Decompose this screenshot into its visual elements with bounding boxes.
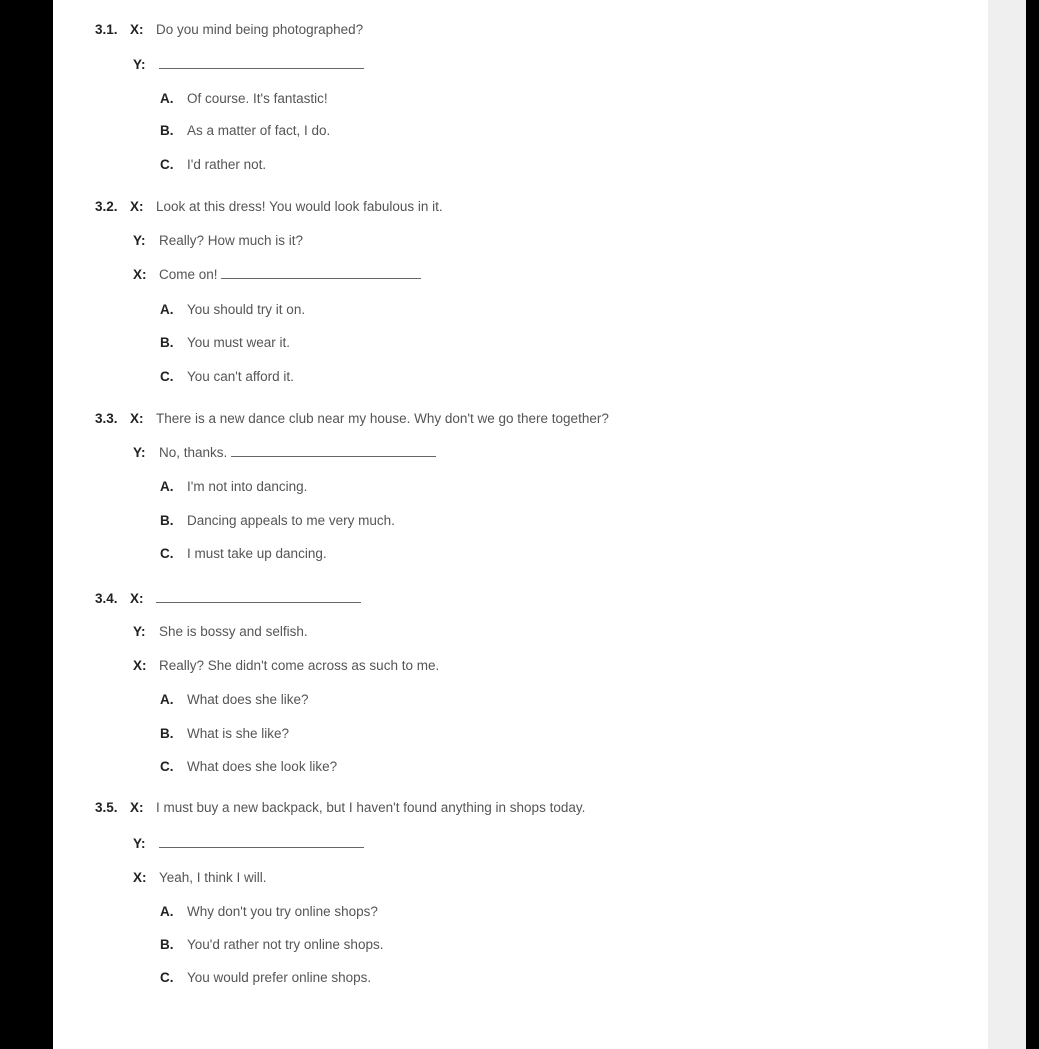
option-text: I'd rather not. (187, 157, 267, 172)
question-3-4-line-x2 (133, 657, 439, 675)
right-black-border (1026, 0, 1039, 1049)
question-3-2-line-y (133, 232, 303, 250)
dialogue-text: Yeah, I think I will. (159, 870, 267, 885)
answer-blank[interactable] (159, 835, 364, 848)
speaker-label: X: (133, 267, 147, 282)
question-number: 3.1. (95, 22, 118, 37)
question-number: 3.4. (95, 591, 118, 606)
option-text: Why don't you try online shops? (187, 904, 378, 919)
option-a[interactable] (160, 301, 305, 319)
option-b[interactable] (160, 725, 289, 743)
question-3-5-line-y (133, 835, 364, 853)
answer-blank[interactable] (221, 266, 421, 279)
option-letter: A. (160, 91, 174, 106)
dialogue-text: Do you mind being photographed? (156, 22, 364, 37)
option-text: You can't afford it. (187, 369, 294, 384)
answer-blank[interactable] (159, 56, 364, 69)
speaker-label: X: (130, 22, 144, 37)
option-text: What does she like? (187, 692, 309, 707)
option-letter: A. (160, 904, 174, 919)
option-a[interactable] (160, 478, 307, 496)
worksheet-page (53, 0, 988, 1049)
option-c[interactable] (160, 758, 337, 776)
option-c[interactable] (160, 545, 327, 563)
option-c[interactable] (160, 156, 266, 174)
option-text: I must take up dancing. (187, 546, 327, 561)
option-b[interactable] (160, 334, 290, 352)
option-c[interactable] (160, 368, 294, 386)
option-text: As a matter of fact, I do. (187, 123, 331, 138)
dialogue-text: Look at this dress! You would look fabulous in it. (156, 199, 443, 214)
option-letter: B. (160, 123, 174, 138)
speaker-label: X: (130, 199, 144, 214)
answer-blank[interactable] (156, 590, 361, 603)
speaker-label: X: (133, 658, 147, 673)
option-letter: B. (160, 335, 174, 350)
option-b[interactable] (160, 512, 395, 530)
dialogue-text: No, thanks. (159, 445, 228, 460)
dialogue-text: Really? How much is it? (159, 233, 304, 248)
option-letter: B. (160, 513, 174, 528)
answer-blank[interactable] (231, 444, 436, 457)
option-text: What is she like? (187, 726, 290, 741)
speaker-label: X: (130, 800, 144, 815)
option-letter: A. (160, 302, 174, 317)
option-letter: C. (160, 157, 174, 172)
option-a[interactable] (160, 903, 378, 921)
option-a[interactable] (160, 691, 309, 709)
option-text: I'm not into dancing. (187, 479, 308, 494)
speaker-label: X: (130, 411, 144, 426)
option-text: You would prefer online shops. (187, 970, 372, 985)
option-b[interactable] (160, 122, 330, 140)
dialogue-text: I must buy a new backpack, but I haven't found anything in shops today. (156, 800, 586, 815)
dialogue-text: She is bossy and selfish. (159, 624, 308, 639)
question-number: 3.2. (95, 199, 118, 214)
question-3-1-line-y (133, 56, 364, 74)
dialogue-text: Come on! (159, 267, 218, 282)
question-number: 3.5. (95, 800, 118, 815)
option-text: You'd rather not try online shops. (187, 937, 384, 952)
option-letter: B. (160, 726, 174, 741)
dialogue-text: There is a new dance club near my house. Why don't we go there together? (156, 411, 609, 426)
question-3-3-line-x (95, 410, 609, 428)
option-letter: A. (160, 692, 174, 707)
question-number: 3.3. (95, 411, 118, 426)
option-text: What does she look like? (187, 759, 338, 774)
option-letter: A. (160, 479, 174, 494)
dialogue-text: Really? She didn't come across as such to me. (159, 658, 440, 673)
speaker-label: Y: (133, 57, 146, 72)
option-a[interactable] (160, 90, 328, 108)
option-letter: C. (160, 369, 174, 384)
question-3-4-line-y (133, 623, 308, 641)
option-b[interactable] (160, 936, 383, 954)
question-3-5-line-x (95, 799, 585, 817)
option-letter: C. (160, 970, 174, 985)
option-text: You must wear it. (187, 335, 291, 350)
speaker-label: Y: (133, 836, 146, 851)
option-letter: C. (160, 546, 174, 561)
option-letter: B. (160, 937, 174, 952)
speaker-label: Y: (133, 445, 146, 460)
right-gray-panel (988, 0, 1026, 1049)
option-c[interactable] (160, 969, 371, 987)
question-3-5-line-x2 (133, 869, 267, 887)
question-3-3-line-y (133, 444, 436, 462)
speaker-label: X: (130, 591, 144, 606)
speaker-label: X: (133, 870, 147, 885)
question-3-4-line-x (95, 590, 361, 608)
option-text: You should try it on. (187, 302, 306, 317)
question-3-1-line-x (95, 21, 363, 39)
option-letter: C. (160, 759, 174, 774)
speaker-label: Y: (133, 624, 146, 639)
left-black-border (0, 0, 53, 1049)
question-3-2-line-x2 (133, 266, 421, 284)
option-text: Dancing appeals to me very much. (187, 513, 395, 528)
option-text: Of course. It's fantastic! (187, 91, 328, 106)
speaker-label: Y: (133, 233, 146, 248)
question-3-2-line-x (95, 198, 443, 216)
